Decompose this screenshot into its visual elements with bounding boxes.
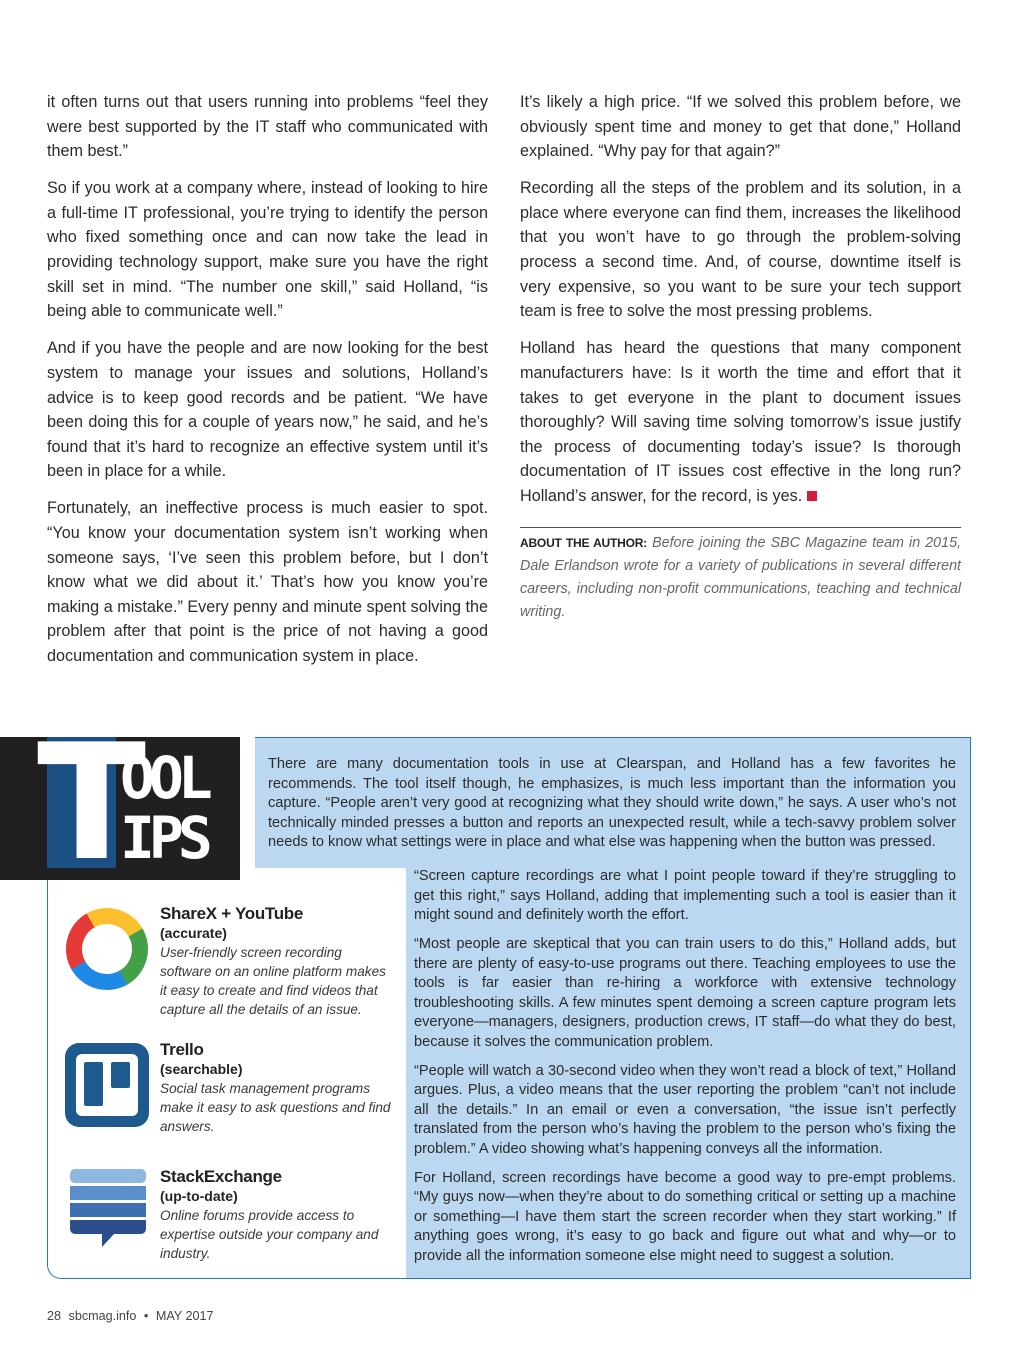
tool-tag: (accurate) (160, 925, 227, 941)
article-paragraph: And if you have the people and are now looking for the best system to manage your issues and solutions, Holland’s advice is to keep good records and be patient. “We have been doing this for a couple of years now,” he said, and he’s found that it’s hard to recognize an effective system until it’s been in place for a while. (47, 339, 488, 481)
tool-details (160, 1167, 392, 1263)
tool-item-trello (62, 1040, 392, 1160)
article-paragraph-final (520, 336, 961, 508)
footer-site: sbcmag.info (68, 1309, 137, 1323)
tool-description: Online forums provide access to expertise outside your company and industry. (160, 1208, 379, 1261)
tool-details (160, 904, 392, 1019)
article-column-right (520, 90, 961, 624)
sidebar-paragraph: “People will watch a 30-second video when they won’t read a block of text,” Holland argues. Plus, a video means that the user reporting the problem “can’t not include all the details.” In an email or even a conversation, “the issue isn’t perfectly translated from the person who’s having the problem to the person who’s fixing the problem.” A video showing what’s happening conveys all the information. (414, 1062, 956, 1157)
sidebar-paragraph: “Screen capture recordings are what I point people toward if they’re struggling to get this right,” says Holland, adding that implementing such a tool is easier than it might sound and definitely worth the effort. (414, 868, 956, 923)
footer-separator: • (143, 1309, 149, 1323)
sidebar-paragraph: “Most people are skeptical that you can train users to do this,” Holland adds, but there are plenty of easy-to-use programs out there. Teaching employees to use the tools is far easier than re-hiring a workforce with extensive technology troubleshooting skills. A few minutes spent demoing a screen capture program lets everyone—managers, designers, production crews, IT staff—do what they do best, because it solves the communication problem. (414, 936, 956, 1050)
end-of-article-mark (807, 491, 817, 501)
title-initial: T (37, 709, 143, 896)
article-paragraph: it often turns out that users running into problems “feel they were best supported by the IT staff who communicated with them best.” (47, 93, 488, 161)
article-column-left (47, 90, 488, 681)
tool-tips-sidebar (0, 709, 973, 1281)
sidebar-title-block (0, 709, 240, 896)
sidebar-paragraph: For Holland, screen recordings have become a good way to pre-empt problems. “My guys now—when they’re about to do something critical or setting up a machine or something—I have them start the screen recorder when they start working.” If anything goes wrong, it’s easy to go back and figure out what and why—or to provide all the information someone else might need to suggest a solution. (414, 1169, 956, 1264)
tool-tag: (searchable) (160, 1061, 243, 1077)
tool-details (160, 1040, 392, 1136)
tool-item-stackexchange (62, 1167, 392, 1287)
article-paragraph: So if you work at a company where, instead of looking to hire a full-time IT professional, you’re trying to identify the person who fixed something once and can now take the lead in providing technology support, make sure you have the right skill set in mind. “The number one skill,” said Holland, “is being able to communicate well.” (47, 179, 488, 321)
sharex-icon (62, 904, 152, 994)
article-paragraph-text: Holland has heard the questions that many component manufacturers have: Is it worth the time and effort that it takes to get everyone in the plant to document issues thoroughly? Will saving time solving tomorrow’s issue justify the process of documenting today’s issue? Is thorough documentation of IT issues cost effective in the long run? Holland’s answer, for the record, is yes. (520, 339, 961, 505)
tool-name: ShareX + YouTube (160, 904, 304, 923)
page-footer (47, 1309, 218, 1323)
author-divider (520, 527, 961, 624)
title-line-2: IPS (120, 804, 207, 872)
article-paragraph: Recording all the steps of the problem and its solution, in a place where everyone can find them, increases the likelihood that you won’t have to go through the problem-solving process a second time. And, of course, downtime itself is very expensive, so you want to be sure your tech support team is free to solve the most pressing problems. (520, 179, 961, 321)
sidebar-intro: There are many documentation tools in use at Clearspan, and Holland has a few favorites he recommends. The tool itself though, he emphasizes, is much less important than the information you capture. “People aren’t very good at recognizing what they should write down,” he says. A user who’s not technically minded presses a button and reports an unexpected result, while a tech-savvy problem solver needs to know what settings were in place and what else was happening when the button was pressed. (268, 756, 956, 850)
tool-tag: (up-to-date) (160, 1188, 238, 1204)
page-number: 28 (47, 1309, 62, 1323)
author-label: ABOUT THE AUTHOR: (520, 535, 648, 550)
tool-description: Social task management programs make it easy to ask questions and find answers. (160, 1081, 391, 1134)
stackexchange-icon (62, 1167, 152, 1257)
article-paragraph: It’s likely a high price. “If we solved this problem before, we obviously spent time and money to get that done,” Holland explained. “Why pay for that again?” (520, 93, 961, 161)
author-bio-text: Before joining the SBC Magazine team in 2015, Dale Erlandson wrote for a variety of publications in several different careers, including non-profit communications, teaching and technical writing. (520, 534, 961, 620)
title-line-1: OOL (120, 744, 207, 812)
tool-name: StackExchange (160, 1167, 282, 1186)
trello-icon (62, 1040, 152, 1130)
article-paragraph: Fortunately, an ineffective process is much easier to spot. “You know your documentation system isn’t working when someone says, ‘I’ve seen this problem before, but I don’t know what we did about it.’ That’s how you know you’re making a mistake.” Every penny and minute spent solving the problem after that point is the price of not having a good documentation and communication system in place. (47, 499, 488, 665)
footer-issue: MAY 2017 (155, 1309, 214, 1323)
tool-description: User-friendly screen recording software on an online platform makes it easy to create and find videos that capture all the details of an issue. (160, 945, 386, 1017)
sidebar-body (414, 867, 956, 1276)
tool-item-sharex (62, 904, 392, 1024)
tool-name: Trello (160, 1040, 204, 1059)
author-bio (520, 532, 961, 624)
